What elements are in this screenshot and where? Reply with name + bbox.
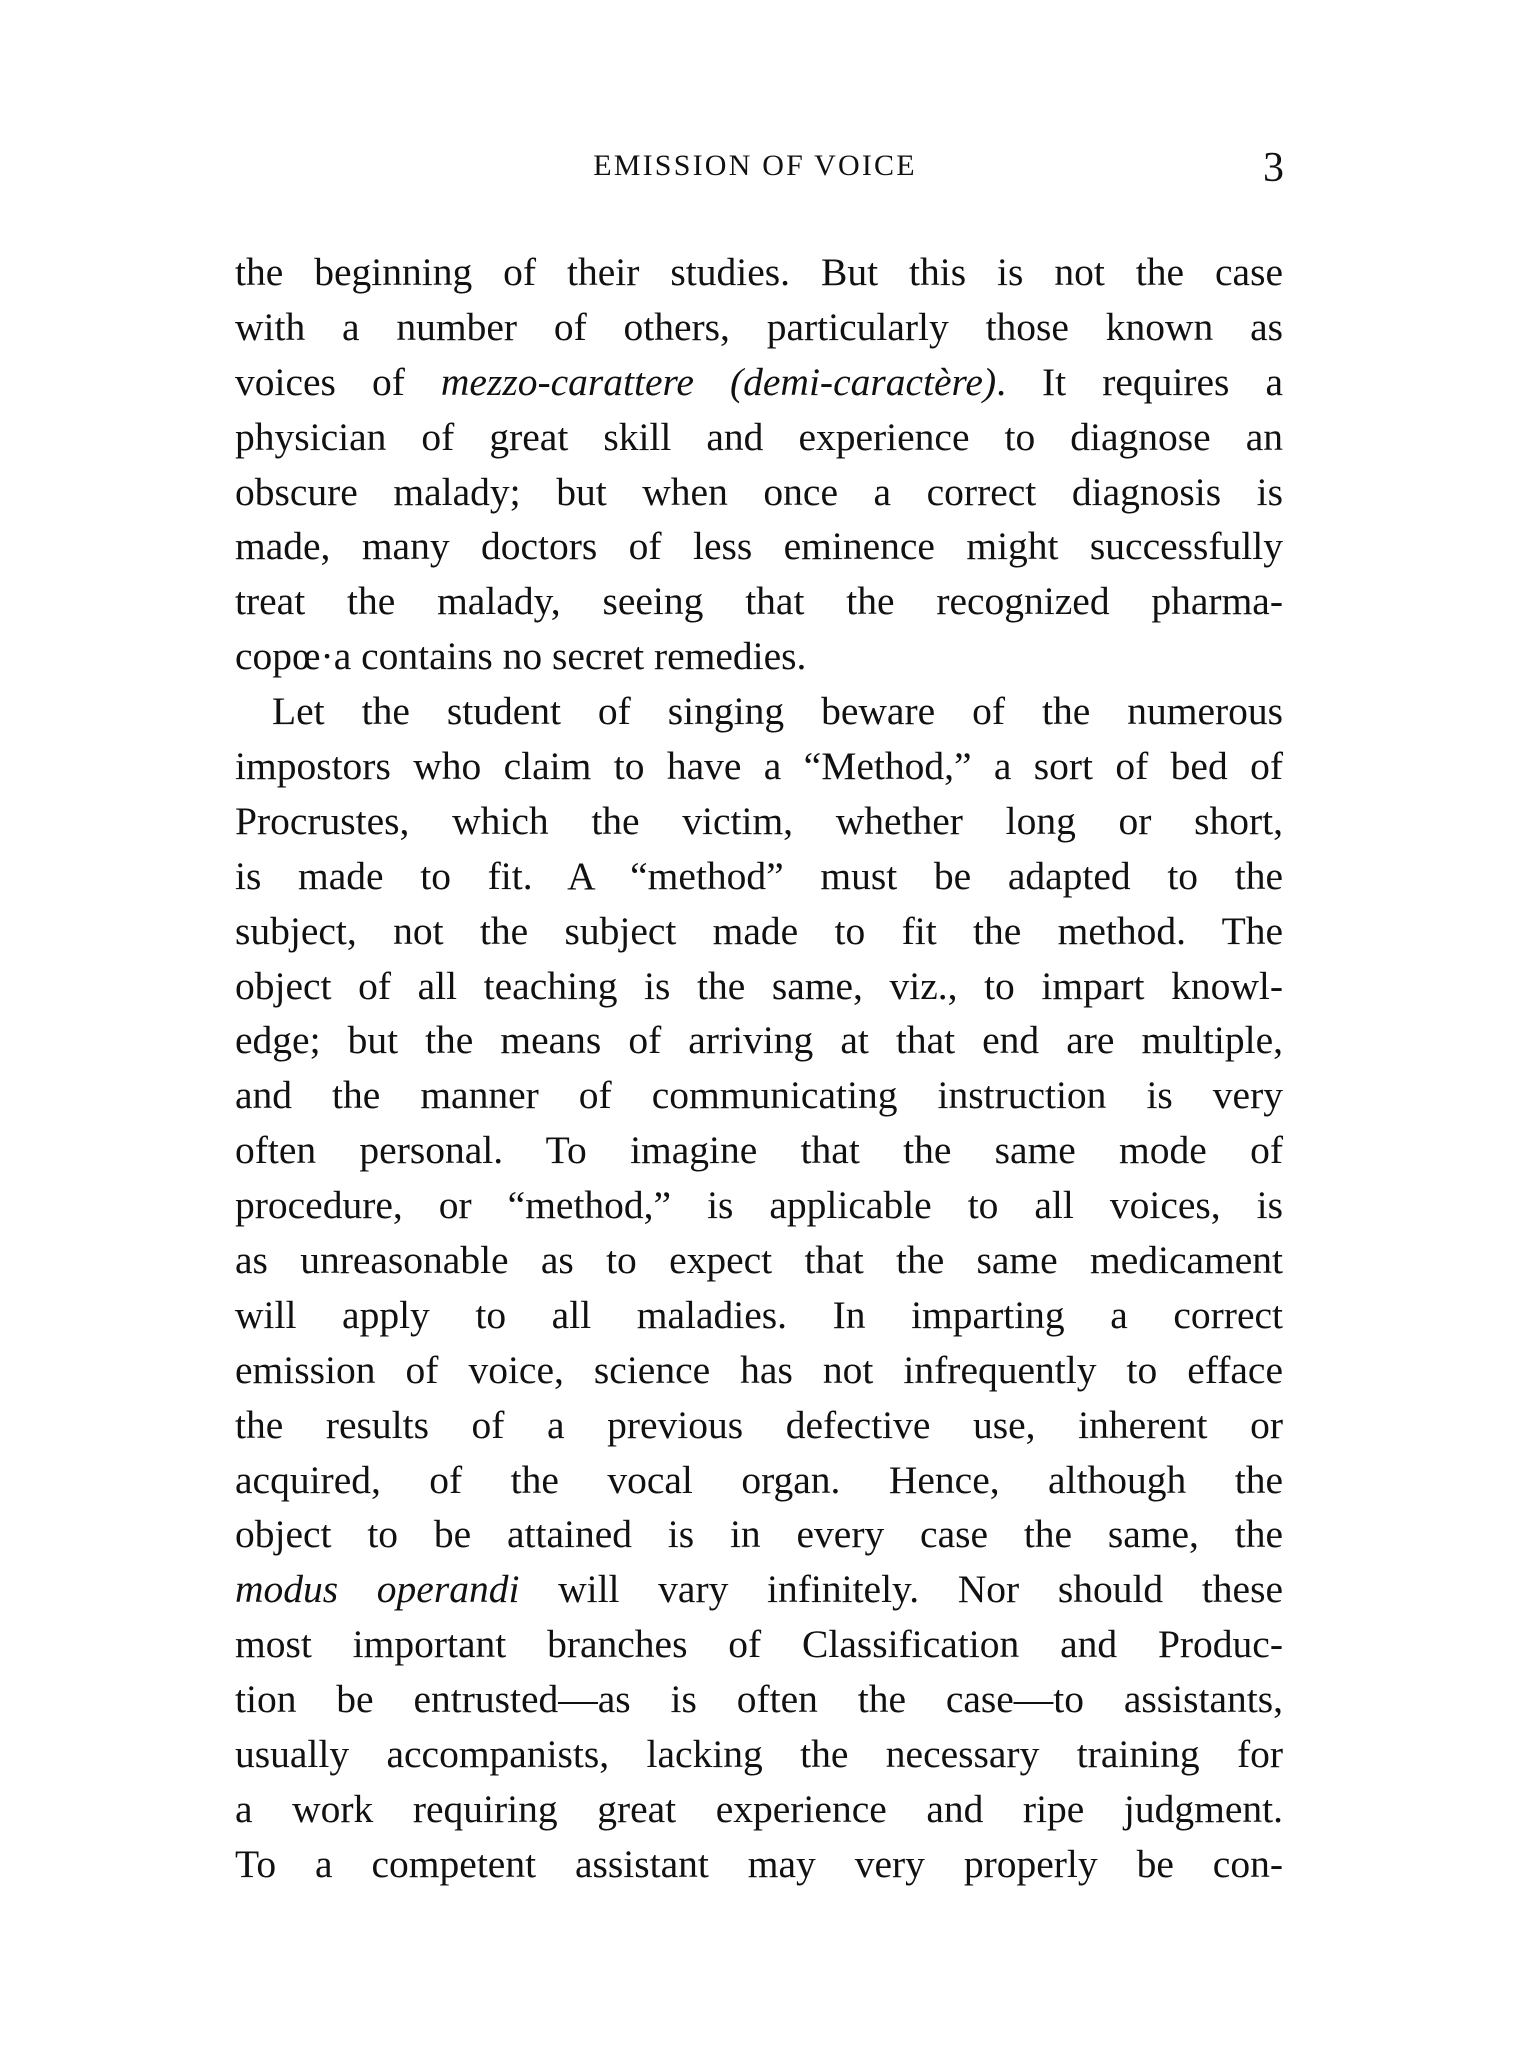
text-run: subject, not the subject made to fit the method. The	[235, 908, 1283, 953]
text-run: procedure, or “method,” is applicable to all voices, is	[235, 1183, 1283, 1228]
text-run	[694, 360, 730, 404]
text-run: obscure malady; but when once a correct diagnosis is	[235, 469, 1283, 514]
text-line	[235, 519, 1283, 574]
running-head-title: EMISSION OF VOICE	[593, 149, 917, 182]
text-run: tion be entrusted—as is often the case—to assistants,	[235, 1677, 1283, 1722]
text-line	[235, 574, 1283, 629]
text-run: copœ·a contains no secret remedies.	[235, 634, 807, 679]
text-line	[235, 1123, 1283, 1178]
italic-phrase: mezzo-carattere	[440, 359, 694, 404]
text-line	[235, 245, 1283, 300]
text-run: treat the malady, seeing that the recognized pharma-	[235, 579, 1283, 624]
text-run: as unreasonable as to expect that the same medicament	[235, 1238, 1283, 1283]
text-line	[235, 1013, 1283, 1068]
text-line	[235, 629, 1283, 684]
text-run: usually accompanists, lacking the necessary training for	[235, 1732, 1283, 1777]
italic-phrase: (demi-caractère)	[729, 359, 997, 404]
text-line	[235, 1782, 1283, 1837]
text-line	[235, 1288, 1283, 1343]
text-run: impostors who claim to have a “Method,” a sort of bed of	[235, 744, 1283, 789]
text-line	[235, 300, 1283, 355]
text-run: voices of	[235, 359, 441, 404]
text-run: Procrustes, which the victim, whether long or short,	[235, 798, 1283, 843]
text-run: a work requiring great experience and ripe judgment.	[235, 1786, 1283, 1831]
text-line	[235, 1727, 1283, 1782]
text-line	[235, 1453, 1283, 1508]
paragraph-first-line	[235, 684, 1283, 739]
text-run: object to be attained is in every case the same, the	[235, 1512, 1283, 1557]
italic-phrase: modus operandi	[235, 1567, 520, 1612]
text-line	[235, 1343, 1283, 1398]
text-run: and the manner of communicating instruction is very	[235, 1073, 1283, 1118]
text-run: will vary infinitely. Nor should these	[519, 1567, 1283, 1612]
text-line	[235, 410, 1283, 465]
text-run: edge; but the means of arriving at that end are multiple,	[235, 1018, 1283, 1063]
body-text	[235, 245, 1283, 1892]
text-line	[235, 1068, 1283, 1123]
text-line	[235, 1507, 1283, 1562]
text-line	[235, 794, 1283, 849]
text-run: most important branches of Classification and Produc-	[235, 1622, 1283, 1667]
text-line	[235, 1562, 1283, 1617]
text-line	[235, 1233, 1283, 1288]
text-run: with a number of others, particularly those known as	[235, 304, 1283, 349]
text-run: To a competent assistant may very properly be con-	[235, 1841, 1283, 1886]
text-line	[235, 959, 1283, 1014]
text-line	[235, 904, 1283, 959]
text-line	[235, 465, 1283, 520]
text-line	[235, 355, 1283, 410]
text-run: physician of great skill and experience to diagnose an	[235, 414, 1283, 459]
page-number: 3	[1263, 145, 1284, 191]
text-run: the results of a previous defective use, inherent or	[235, 1402, 1283, 1447]
text-run: the beginning of their studies. But this is not the case	[235, 250, 1283, 294]
text-run: often personal. To imagine that the same mode of	[235, 1128, 1283, 1173]
text-run: acquired, of the vocal organ. Hence, although the	[235, 1457, 1283, 1502]
text-run: Let the student of singing beware of the numerous	[272, 689, 1283, 734]
text-run: object of all teaching is the same, viz., to impart knowl-	[235, 963, 1283, 1008]
text-line	[235, 739, 1283, 794]
text-line	[235, 1617, 1283, 1672]
text-line	[235, 1837, 1283, 1892]
text-run: is made to fit. A “method” must be adapted to the	[235, 853, 1283, 898]
text-run: . It requires a	[996, 359, 1283, 404]
text-line	[235, 849, 1283, 904]
text-run: will apply to all maladies. In imparting a correct	[235, 1292, 1283, 1337]
text-line	[235, 1178, 1283, 1233]
text-run: made, many doctors of less eminence might successfully	[235, 524, 1283, 569]
text-run: emission of voice, science has not infrequently to efface	[235, 1347, 1283, 1392]
text-line	[235, 1672, 1283, 1727]
text-line	[235, 1398, 1283, 1453]
